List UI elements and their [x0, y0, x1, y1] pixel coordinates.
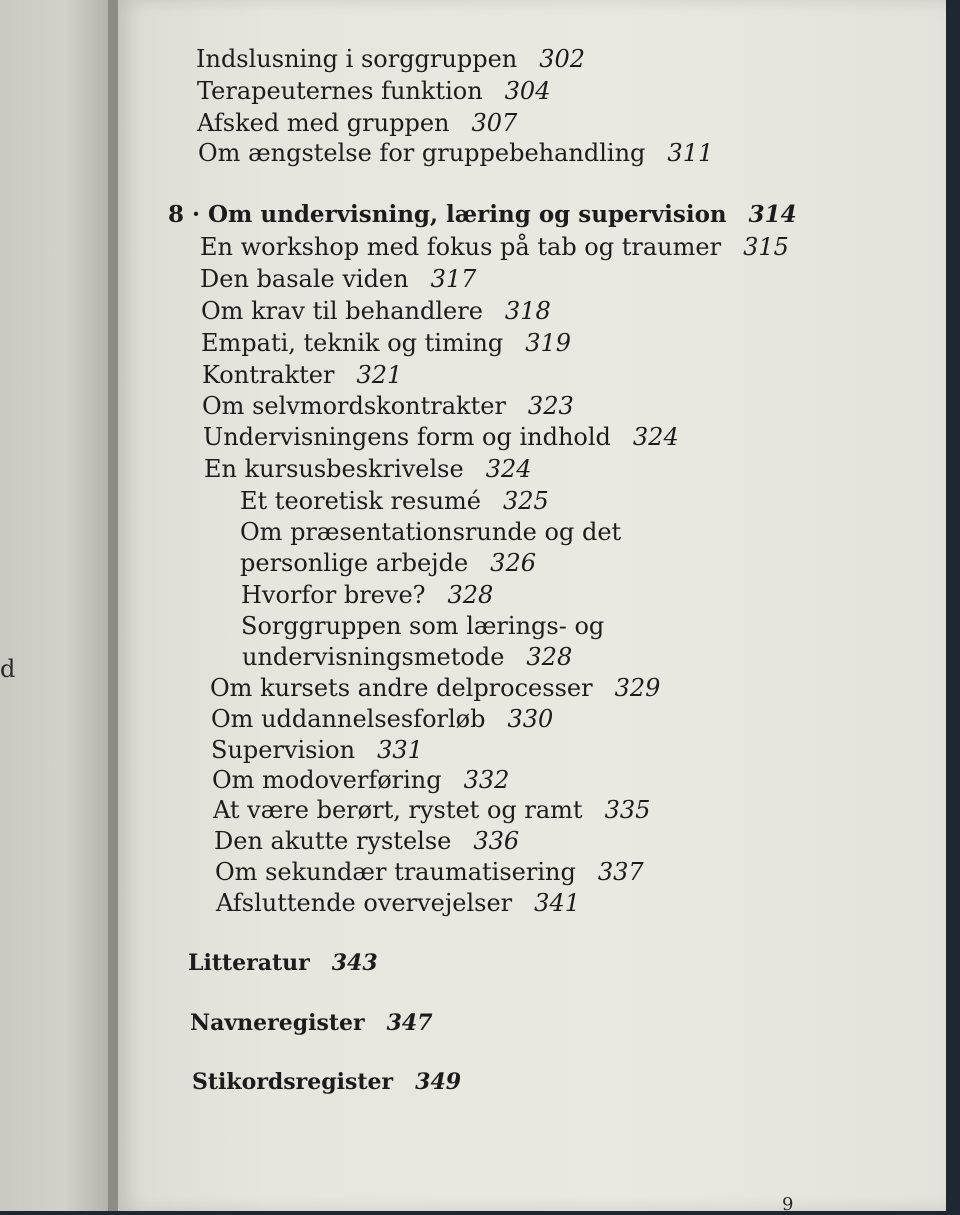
toc-entry-title: Om sekundær traumatisering — [215, 858, 576, 886]
toc-entry-title: Stikordsregister — [192, 1069, 394, 1095]
toc-entry-page: 307 — [471, 109, 518, 137]
toc-entry — [211, 704, 553, 734]
toc-entry — [202, 360, 402, 390]
toc-entry-page: 343 — [331, 950, 378, 976]
toc-entry-page: 328 — [447, 581, 494, 609]
toc-entry — [201, 328, 571, 358]
toc-entry — [196, 44, 585, 74]
toc-subentry — [242, 642, 572, 672]
toc-entry — [214, 826, 519, 856]
toc-entry — [211, 735, 423, 765]
toc-entry — [200, 264, 476, 294]
toc-entry-page: 318 — [504, 297, 551, 325]
toc-entry-title: Kontrakter — [202, 361, 335, 389]
toc-subentry — [240, 486, 549, 516]
toc-entry — [204, 454, 532, 484]
chapter-title: 8 · Om undervisning, læring og supervision — [168, 201, 727, 228]
toc-entry-page: 311 — [667, 139, 714, 167]
toc-entry — [197, 108, 517, 138]
toc-entry-page: 323 — [527, 392, 574, 420]
toc-entry — [202, 391, 574, 421]
toc-entry-title: Terapeuternes funktion — [197, 77, 483, 105]
toc-entry-page: 324 — [632, 423, 679, 451]
toc-entry-title: Den akutte rystelse — [214, 827, 452, 855]
toc-entry — [200, 232, 789, 262]
toc-entry — [216, 888, 580, 918]
toc-entry-page: 302 — [539, 45, 586, 73]
toc-entry-page: 336 — [473, 827, 520, 855]
toc-entry-page: 326 — [490, 549, 536, 577]
toc-entry-title: Om præsentationsrunde og det — [240, 518, 622, 546]
toc-entry-title: Undervisningens form og indhold — [203, 423, 611, 451]
toc-entry — [197, 76, 550, 106]
toc-entry-title: Et teoretisk resumé — [240, 487, 481, 515]
toc-entry-title: Om modoverføring — [212, 766, 442, 794]
toc-entry-title: undervisningsmetode — [242, 643, 505, 671]
toc-entry-title: Om kursets andre delprocesser — [210, 674, 593, 702]
toc-entry — [215, 857, 644, 887]
toc-entry-title: Om ængstelse for gruppebehandling — [198, 139, 646, 167]
toc-entry-page: 304 — [504, 77, 551, 105]
toc-entry-title: Supervision — [211, 736, 356, 764]
toc-entry-title: At være berørt, rystet og ramt — [213, 796, 583, 824]
toc-entry — [210, 673, 660, 703]
toc-entry — [198, 138, 713, 168]
toc-entry-title: Om uddannelsesforløb — [211, 705, 486, 733]
chapter-heading — [168, 200, 797, 230]
toc-entry-title: Sorggruppen som lærings- og — [241, 612, 605, 640]
toc-entry-title: Afsked med gruppen — [197, 109, 450, 137]
backmatter-entry-stikordsregister — [192, 1067, 461, 1097]
toc-entry-title: Litteratur — [188, 950, 310, 976]
toc-subentry — [241, 580, 493, 610]
toc-entry-page: 335 — [604, 796, 651, 824]
toc-entry-page: 329 — [614, 674, 661, 702]
toc-subentry — [240, 548, 536, 578]
toc-entry-title: Om krav til behandlere — [201, 297, 483, 325]
toc-entry — [212, 765, 509, 795]
toc-entry-title: Navneregister — [190, 1010, 365, 1036]
toc-entry — [203, 422, 679, 452]
toc-entry-title: Indslusning i sorggruppen — [196, 45, 518, 73]
backmatter-entry-navneregister — [190, 1008, 433, 1038]
toc-entry-page: 325 — [502, 487, 549, 515]
toc-entry-page: 315 — [743, 233, 789, 261]
toc-entry-title: Om selvmordskontrakter — [202, 392, 506, 420]
toc-entry-page: 328 — [526, 643, 573, 671]
toc-entry-title: En kursusbeskrivelse — [204, 455, 464, 483]
chapter-page: 314 — [748, 201, 797, 228]
toc-subentry — [240, 517, 621, 547]
backmatter-entry-litteratur — [188, 948, 378, 978]
toc-entry-page: 331 — [377, 736, 423, 764]
toc-entry — [213, 795, 650, 825]
toc-entry-title: Den basale viden — [200, 265, 409, 293]
toc-entry-title: personlige arbejde — [240, 549, 469, 577]
toc-entry-page: 324 — [485, 455, 532, 483]
left-page — [0, 0, 118, 1211]
toc-entry-title: Empati, teknik og timing — [201, 329, 504, 357]
toc-entry-page: 321 — [356, 361, 403, 389]
toc-entry-page: 317 — [430, 265, 477, 293]
toc-entry — [201, 296, 551, 326]
toc-entry-page: 330 — [507, 705, 554, 733]
toc-entry-page: 341 — [534, 889, 580, 917]
toc-entry-page: 347 — [386, 1010, 433, 1036]
toc-entry-page: 349 — [415, 1069, 462, 1095]
toc-entry-title: En workshop med fokus på tab og traumer — [200, 233, 722, 261]
left-page-fragment: d — [0, 655, 16, 683]
toc-entry-title: Afsluttende overvejelser — [216, 889, 513, 917]
toc-subentry — [241, 611, 604, 641]
toc-entry-page: 332 — [463, 766, 510, 794]
toc-entry-title: Hvorfor breve? — [241, 581, 426, 609]
toc-entry-page: 319 — [525, 329, 572, 357]
page-number: 9 — [782, 1194, 794, 1215]
toc-page — [118, 0, 946, 1211]
toc-entry-page: 337 — [597, 858, 644, 886]
